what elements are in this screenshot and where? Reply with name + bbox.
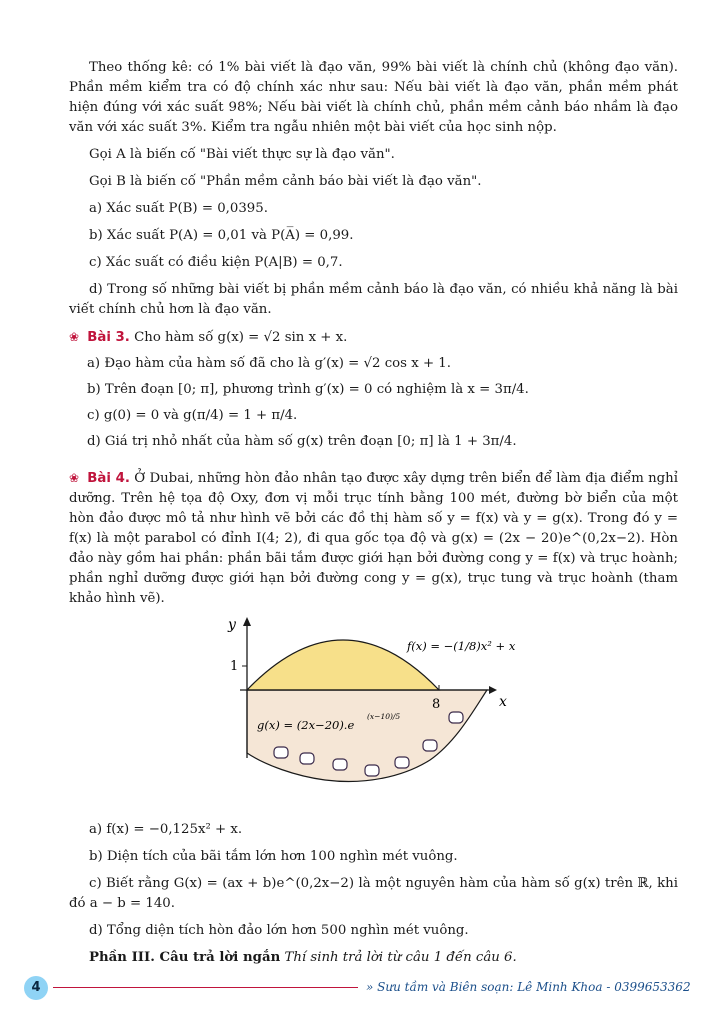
x-axis-label: x bbox=[499, 694, 507, 710]
page-content bbox=[69, 58, 678, 609]
y-axis-arrow bbox=[243, 617, 251, 626]
bai4-heading bbox=[69, 468, 678, 609]
g-function-label: g(x) = (2x−20).e bbox=[257, 718, 355, 732]
bai3-option-d: d) Giá trị nhỏ nhất của hàm số g(x) trên đoạn [0; π] là 1 + 3π/4. bbox=[87, 434, 517, 449]
hut-icon bbox=[423, 740, 437, 751]
y-axis-label: y bbox=[228, 617, 236, 633]
tick-eight-label: 8 bbox=[432, 697, 441, 712]
puzzle-icon: ❀ bbox=[69, 471, 80, 485]
g-exponent-label: (x−10)/5 bbox=[367, 712, 401, 721]
bai4-stem: Ở Dubai, những hòn đảo nhân tạo được xây dựng trên biển để làm địa điểm nghỉ dưỡng. Trên hệ tọa độ Oxy, đơn vị mỗi trục tính bằng 100 mét, đường bờ biển của một hòn đảo được mô tả như hình vẽ bởi các đồ thị hàm số y = f(x) và y = g(x). Trong đó y = f(x) là một parabol có đỉnh I(4; 2), đi qua gốc tọa độ và g(x) = (2x − 20)e^(0,2x−2). Hòn đảo này gồm hai phần: phần bãi tắm được giới hạn bởi đường cong y = f(x) và trục hoành; phần nghỉ dưỡng được giới hạn bởi đường cong y = g(x), trục tung và trục hoành (tham khảo hình vẽ). bbox=[69, 471, 679, 606]
statement-b: b) Xác suất P(A) = 0,01 và P(A̅) = 0,99. bbox=[89, 228, 354, 243]
footer-credit: » Sưu tầm và Biên soạn: Lê Minh Khoa - 0399653362 bbox=[366, 980, 691, 994]
island-figure bbox=[225, 613, 523, 803]
statement-d: d) Trong số những bài viết bị phần mềm cảnh báo là đạo văn, có nhiều khả năng là bài viết chính chủ hơn là đạo văn. bbox=[69, 282, 678, 317]
bai4-options bbox=[69, 820, 678, 968]
hut-icon bbox=[274, 747, 288, 758]
hut-icon bbox=[333, 759, 347, 770]
bai3-option-b: b) Trên đoạn [0; π], phương trình g′(x) = 0 có nghiệm là x = 3π/4. bbox=[87, 382, 529, 397]
page-number: 4 bbox=[24, 976, 48, 1000]
statement-c: c) Xác suất có điều kiện P(A|B) = 0,7. bbox=[89, 255, 343, 270]
puzzle-icon: ❀ bbox=[69, 330, 80, 344]
bai3-heading bbox=[69, 327, 678, 348]
define-event-b: Gọi B là biến cố "Phần mềm cảnh báo bài viết là đạo văn". bbox=[89, 174, 482, 189]
bai4-option-d: d) Tổng diện tích hòn đảo lớn hơn 500 nghìn mét vuông. bbox=[89, 923, 469, 938]
bai4-option-b: b) Diện tích của bãi tắm lớn hơn 100 nghìn mét vuông. bbox=[89, 849, 458, 864]
hut-icon bbox=[300, 753, 314, 764]
intro-paragraph: Theo thống kê: có 1% bài viết là đạo văn, 99% bài viết là chính chủ (không đạo văn). Phần mềm kiểm tra có độ chính xác như sau: Nếu bài viết là đạo văn, phần mềm phát hiện đúng với xác suất 98%; Nếu bài viết là chính chủ, phần mềm cảnh báo nhầm là đạo văn với xác suất 3%. Kiểm tra ngẫu nhiên một bài viết của học sinh nộp. bbox=[69, 60, 678, 135]
part-three-instruction: Thí sinh trả lời từ câu 1 đến câu 6. bbox=[284, 950, 517, 965]
bai3-title: Bài 3. bbox=[87, 330, 130, 345]
hut-icon bbox=[365, 765, 379, 776]
f-function-label: f(x) = −(1/8)x² + x bbox=[407, 639, 516, 653]
bai4-title: Bài 4. bbox=[87, 471, 130, 486]
hut-icon bbox=[449, 712, 463, 723]
define-event-a: Gọi A là biến cố "Bài viết thực sự là đạo văn". bbox=[89, 147, 395, 162]
tick-one-label: 1 bbox=[230, 659, 239, 674]
part-three-heading bbox=[69, 948, 678, 968]
statement-a: a) Xác suất P(B) = 0,0395. bbox=[89, 201, 268, 216]
footer-divider bbox=[53, 987, 358, 988]
hut-icon bbox=[395, 757, 409, 768]
part-three-title: Phần III. Câu trả lời ngắn bbox=[89, 950, 281, 965]
x-axis-arrow bbox=[489, 686, 497, 694]
bai4-option-c: c) Biết rằng G(x) = (ax + b)e^(0,2x−2) là một nguyên hàm của hàm số g(x) trên ℝ, khi đó a − b = 140. bbox=[69, 876, 678, 911]
bai3-option-a: a) Đạo hàm của hàm số đã cho là g′(x) = √2 cos x + 1. bbox=[87, 356, 451, 371]
bai3-stem: Cho hàm số g(x) = √2 sin x + x. bbox=[134, 330, 348, 345]
bai4-option-a: a) f(x) = −0,125x² + x. bbox=[89, 822, 243, 837]
bai3-option-c: c) g(0) = 0 và g(π/4) = 1 + π/4. bbox=[87, 408, 298, 423]
